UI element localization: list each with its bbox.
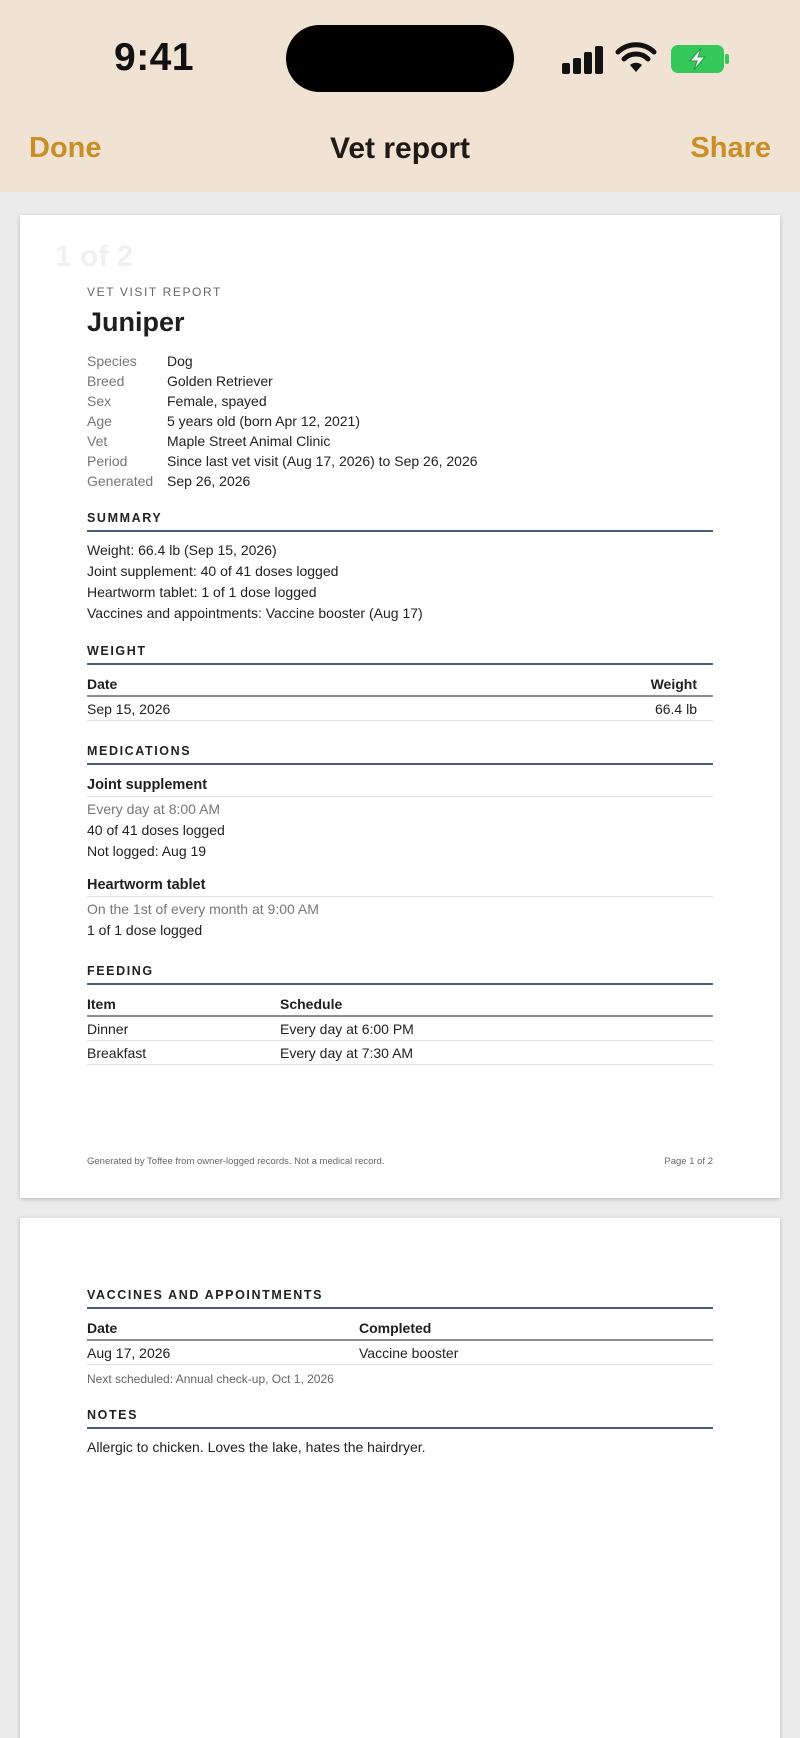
vaccine-completed: Vaccine booster [359, 1340, 713, 1365]
feeding-item: Dinner [87, 1016, 280, 1041]
notes-text: Allergic to chicken. Loves the lake, hates the hairdryer. [87, 1439, 426, 1455]
medication-schedule: On the 1st of every month at 9:00 AM [87, 901, 319, 917]
summary-section [87, 511, 713, 624]
medication-detail: 1 of 1 dose logged [87, 922, 203, 938]
info-row [87, 451, 713, 471]
column-header: Item [87, 991, 280, 1016]
column-header: Completed [359, 1315, 713, 1340]
info-row [87, 431, 713, 451]
medication-name: Joint supplement [87, 777, 713, 797]
vaccines-table [87, 1315, 713, 1365]
footer-disclaimer: Generated by Toffee from owner-logged records. Not a medical record. [87, 1156, 385, 1167]
summary-line: Weight: 66.4 lb (Sep 15, 2026) [87, 542, 277, 558]
info-value: Golden Retriever [167, 373, 273, 389]
page-indicator: 1 of 2 [55, 240, 134, 273]
medication-detail: 40 of 41 doses logged [87, 822, 225, 838]
weight-table [87, 671, 713, 721]
table-row [87, 1041, 713, 1065]
column-header: Date [87, 1315, 359, 1340]
info-row [87, 471, 713, 491]
feeding-schedule: Every day at 7:30 AM [280, 1041, 713, 1065]
section-heading: MEDICATIONS [87, 744, 713, 765]
table-row [87, 1016, 713, 1041]
top-bar [0, 0, 800, 192]
cellular-signal-icon [562, 46, 604, 74]
battery-charging-icon [670, 44, 730, 74]
table-header-row [87, 991, 713, 1016]
info-row [87, 411, 713, 431]
summary-line: Heartworm tablet: 1 of 1 dose logged [87, 584, 317, 600]
info-row [87, 351, 713, 371]
column-header: Date [87, 671, 445, 696]
info-label: Age [87, 413, 112, 429]
medication-schedule: Every day at 8:00 AM [87, 801, 221, 817]
summary-line: Vaccines and appointments: Vaccine booster (Aug 17) [87, 605, 423, 621]
notes-section [87, 1408, 713, 1458]
medications-section [87, 744, 713, 941]
info-label: Breed [87, 373, 125, 389]
table-header-row [87, 1315, 713, 1340]
feeding-schedule: Every day at 6:00 PM [280, 1016, 713, 1041]
pet-info-list [87, 351, 713, 491]
info-label: Species [87, 353, 137, 369]
weight-date: Sep 15, 2026 [87, 696, 445, 721]
info-label: Period [87, 453, 128, 469]
info-value: Sep 26, 2026 [167, 473, 251, 489]
column-header: Weight [445, 671, 713, 696]
feeding-item: Breakfast [87, 1041, 280, 1065]
medication-item [87, 777, 713, 862]
weight-value: 66.4 lb [445, 696, 713, 721]
vaccines-section [87, 1288, 713, 1386]
info-value: 5 years old (born Apr 12, 2021) [167, 413, 361, 429]
table-row [87, 696, 713, 721]
section-heading: NOTES [87, 1408, 713, 1429]
report-header [87, 285, 713, 338]
column-header: Schedule [280, 991, 713, 1016]
medication-item [87, 877, 713, 941]
info-value: Dog [167, 353, 193, 369]
summary-line: Joint supplement: 40 of 41 doses logged [87, 563, 339, 579]
done-button[interactable]: Done [29, 132, 102, 164]
page-title: Vet report [329, 132, 471, 165]
weight-section [87, 644, 713, 721]
table-header-row [87, 671, 713, 696]
table-row [87, 1340, 713, 1365]
medication-name: Heartworm tablet [87, 877, 713, 897]
info-value: Since last vet visit (Aug 17, 2026) to Sep 26, 2026 [167, 453, 478, 469]
share-button[interactable]: Share [690, 132, 771, 164]
section-heading: FEEDING [87, 964, 713, 985]
info-value: Female, spayed [167, 393, 267, 409]
section-heading: VACCINES AND APPOINTMENTS [87, 1288, 713, 1309]
info-row [87, 371, 713, 391]
vaccine-date: Aug 17, 2026 [87, 1340, 359, 1365]
feeding-table [87, 991, 713, 1065]
section-heading: WEIGHT [87, 644, 713, 665]
next-scheduled-note: Next scheduled: Annual check-up, Oct 1, 2026 [87, 1372, 334, 1386]
dynamic-island [286, 25, 514, 92]
info-label: Sex [87, 393, 112, 409]
section-heading: SUMMARY [87, 511, 713, 532]
info-value: Maple Street Animal Clinic [167, 433, 331, 449]
report-page-2 [20, 1218, 780, 1738]
info-label: Generated [87, 473, 154, 489]
footer-page-number: Page 1 of 2 [664, 1156, 713, 1167]
report-eyebrow: VET VISIT REPORT [87, 285, 222, 299]
medication-detail: Not logged: Aug 19 [87, 843, 207, 859]
info-row [87, 391, 713, 411]
pet-name: Juniper [87, 307, 185, 337]
status-time: 9:41 [114, 36, 195, 79]
feeding-section [87, 964, 713, 1065]
info-label: Vet [87, 433, 108, 449]
wifi-icon [615, 42, 657, 74]
report-page-1 [20, 215, 780, 1198]
